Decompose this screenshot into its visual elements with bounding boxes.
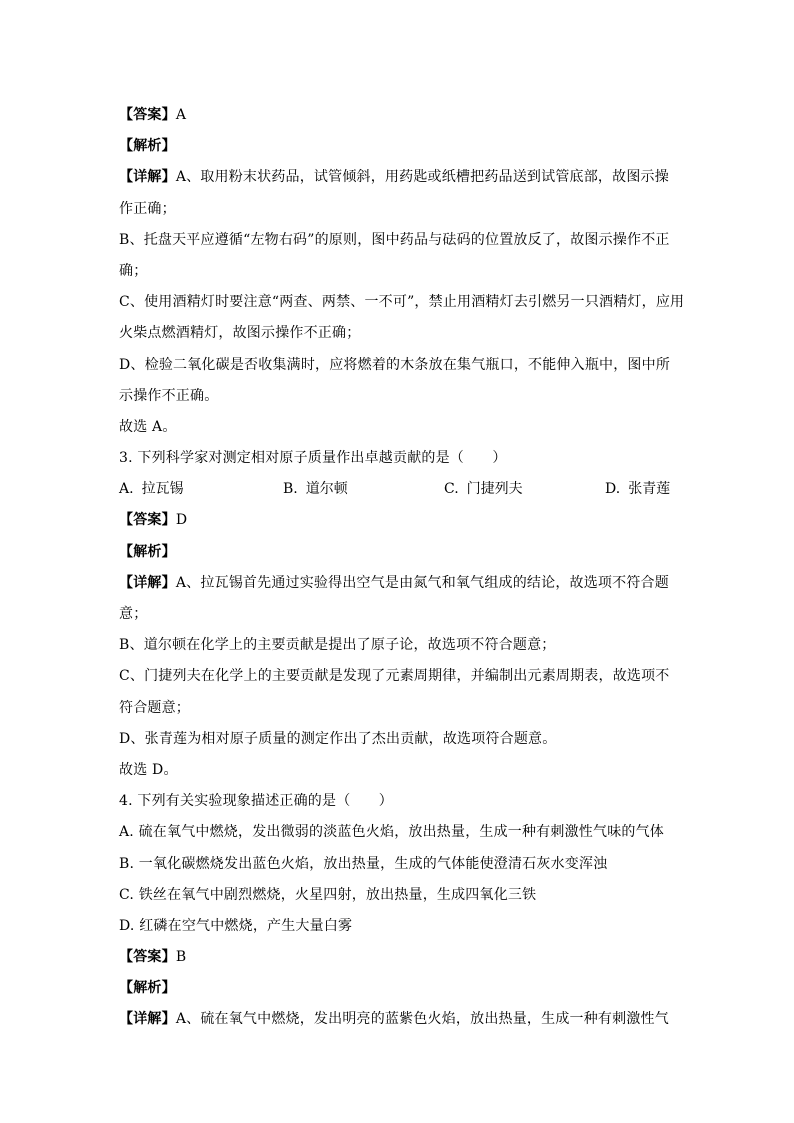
q3-detail-line-3: B、道尔顿在化学上的主要贡献是提出了原子论，故选项不符合题意； bbox=[119, 637, 556, 654]
q4-stem: 4. 下列有关实验现象描述正确的是（ ） bbox=[119, 793, 394, 810]
analysis-tag: 【解析】 bbox=[119, 138, 176, 155]
q3-stem: 3. 下列科学家对测定相对原子质量作出卓越贡献的是（ ） bbox=[119, 450, 507, 467]
q3-detail-line-5: 符合题意； bbox=[119, 699, 190, 716]
q3-option-c bbox=[444, 474, 605, 505]
option-text: 张青莲 bbox=[628, 481, 671, 498]
answer-value: D bbox=[175, 512, 188, 529]
option-label: A. bbox=[119, 481, 134, 498]
q4-detail-line-1 bbox=[119, 1004, 675, 1035]
option-label: B. bbox=[283, 481, 298, 498]
detail-text: A、硫在氧气中燃烧，发出明亮的蓝紫色火焰，放出热量，生成一种有刺激性气 bbox=[175, 1011, 669, 1028]
q2-detail-line-4: 确； bbox=[119, 262, 148, 279]
q2-conclusion: 故选 A。 bbox=[119, 418, 177, 435]
option-label: D. bbox=[605, 481, 621, 498]
page-content bbox=[119, 100, 685, 1036]
q3-detail-line-6: D、张青莲为相对原子质量的测定作出了杰出贡献，故选项符合题意。 bbox=[119, 730, 557, 747]
detail-text: A、取用粉末状药品，试管倾斜，用药匙或纸槽把药品送到试管底部，故图示操 bbox=[175, 169, 669, 186]
q4-option-c: C. 铁丝在氧气中剧烈燃烧，火星四射，放出热量，生成四氧化三铁 bbox=[119, 886, 537, 903]
detail-tag: 【详解】 bbox=[119, 169, 176, 186]
q4-option-a: A. 硫在氧气中燃烧，发出微弱的淡蓝色火焰，放出热量，生成一种有刺激性气味的气体 bbox=[119, 824, 665, 841]
q4-option-d: D. 红磷在空气中燃烧，产生大量白雾 bbox=[119, 917, 353, 934]
q3-detail-line-1 bbox=[119, 568, 675, 599]
q2-analysis-heading bbox=[119, 131, 675, 162]
analysis-tag: 【解析】 bbox=[119, 543, 176, 560]
q4-analysis-heading bbox=[119, 973, 675, 1004]
q4-answer bbox=[119, 942, 675, 973]
detail-tag: 【详解】 bbox=[119, 574, 176, 591]
q3-analysis-heading bbox=[119, 537, 675, 568]
q2-detail-line-2: 作正确； bbox=[119, 200, 176, 217]
q3-option-b bbox=[283, 474, 444, 505]
q2-detail-line-6: 火柴点燃酒精灯，故图示操作不正确； bbox=[119, 325, 361, 342]
q3-conclusion: 故选 D。 bbox=[119, 761, 178, 778]
q3-options bbox=[119, 474, 675, 505]
q2-detail-line-1 bbox=[119, 162, 675, 193]
detail-tag: 【详解】 bbox=[119, 1011, 176, 1028]
option-text: 道尔顿 bbox=[305, 481, 348, 498]
answer-value: B bbox=[175, 949, 187, 966]
option-label: C. bbox=[444, 481, 459, 498]
q3-detail-line-4: C、门捷列夫在化学上的主要贡献是发现了元素周期律，并编制出元素周期表，故选项不 bbox=[119, 668, 670, 685]
q2-detail-line-5: C、使用酒精灯时要注意“两查、两禁、一不可”，禁止用酒精灯去引燃另一只酒精灯，应用 bbox=[119, 294, 685, 311]
option-text: 拉瓦锡 bbox=[141, 481, 184, 498]
q3-option-d bbox=[605, 474, 675, 505]
answer-tag: 【答案】 bbox=[119, 107, 176, 123]
q3-option-a bbox=[119, 474, 283, 505]
q2-detail-line-8: 示操作不正确。 bbox=[119, 387, 219, 404]
q3-detail-line-2: 意； bbox=[119, 606, 148, 622]
answer-value: A bbox=[175, 107, 187, 123]
q2-detail-line-3: B、托盘天平应遵循“左物右码”的原则，图中药品与砝码的位置放反了，故图示操作不正 bbox=[119, 231, 670, 248]
answer-tag: 【答案】 bbox=[119, 512, 176, 529]
q4-option-b: B. 一氧化碳燃烧发出蓝色火焰，放出热量，生成的气体能使澄清石灰水变浑浊 bbox=[119, 855, 608, 872]
q2-answer bbox=[119, 100, 675, 131]
q2-detail-line-7: D、检验二氧化碳是否收集满时，应将燃着的木条放在集气瓶口，不能伸入瓶中，图中所 bbox=[119, 356, 671, 373]
option-text: 门捷列夫 bbox=[466, 481, 523, 498]
analysis-tag: 【解析】 bbox=[119, 980, 176, 997]
q3-answer bbox=[119, 505, 675, 536]
answer-tag: 【答案】 bbox=[119, 949, 176, 966]
detail-text: A、拉瓦锡首先通过实验得出空气是由氮气和氧气组成的结论，故选项不符合题 bbox=[175, 574, 669, 591]
